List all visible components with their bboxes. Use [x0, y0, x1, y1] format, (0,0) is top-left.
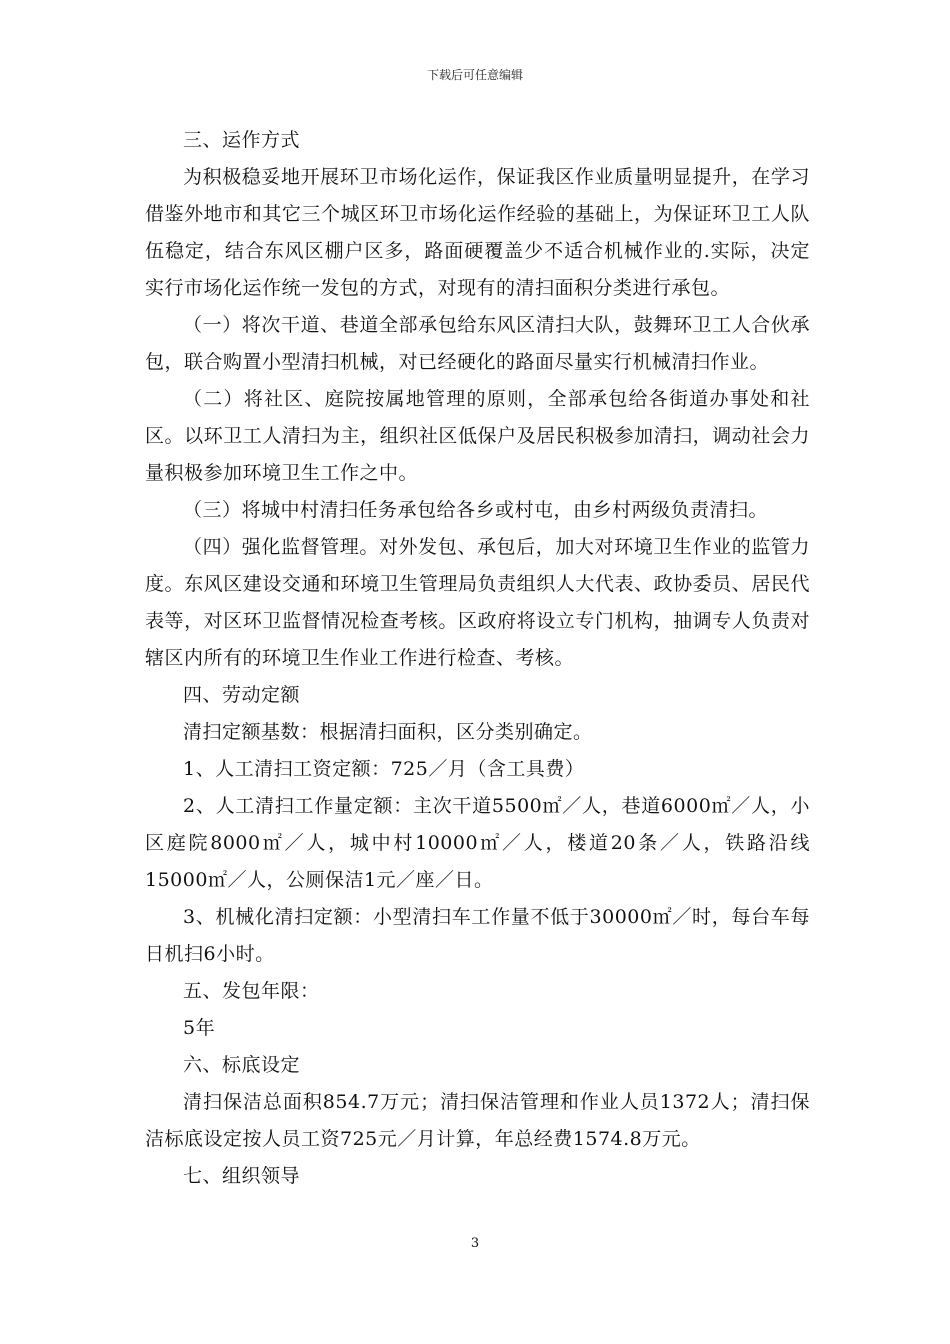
- section-heading-labor-quota: 四、劳动定额: [183, 684, 301, 706]
- section-heading-operation: 三、运作方式: [183, 129, 301, 151]
- paragraph: （四）强化监督管理。对外发包、承包后，加大对环境卫生作业的监管力度。东风区建设交通和环境卫生管理局负责组织人大代表、政协委员、居民代表等，对区环卫监督情况检查考核。区政府将设立专门机构，抽调专人负责对辖区内所有的环境卫生作业工作进行检查、考核。: [145, 536, 810, 669]
- section-heading-contract-term: 五、发包年限：: [183, 980, 320, 1002]
- page-number: 3: [470, 1236, 480, 1251]
- paragraph: 5年: [183, 1017, 216, 1039]
- page-header: 下载后可任意编辑: [426, 68, 523, 82]
- paragraph: （一）将次干道、巷道全部承包给东风区清扫大队，鼓舞环卫工人合伙承包，联合购置小型清扫机械，对已经硬化的路面尽量实行机械清扫作业。: [145, 314, 810, 373]
- section-heading-leadership: 七、组织领导: [183, 1165, 301, 1187]
- paragraph: 清扫保洁总面积854.7万元；清扫保洁管理和作业人员1372人；清扫保洁标底设定按人员工资725元／月计算，年总经费1574.8万元。: [145, 1091, 810, 1150]
- paragraph: 1、人工清扫工资定额：725／月（含工具费）: [183, 758, 585, 780]
- paragraph: （二）将社区、庭院按属地管理的原则，全部承包给各街道办事处和社区。以环卫工人清扫为主，组织社区低保户及居民积极参加清扫，调动社会力量积极参加环境卫生工作之中。: [145, 388, 810, 484]
- section-heading-base-price: 六、标底设定: [183, 1054, 301, 1076]
- paragraph: 清扫定额基数：根据清扫面积，区分类别确定。: [183, 721, 593, 743]
- paragraph: （三）将城中村清扫任务承包给各乡或村屯，由乡村两级负责清扫。: [183, 499, 769, 521]
- paragraph: 为积极稳妥地开展环卫市场化运作，保证我区作业质量明显提升，在学习借鉴外地市和其它三个城区环卫市场化运作经验的基础上，为保证环卫工人队伍稳定，结合东风区棚户区多，路面硬覆盖少不适合机械作业的.实际，决定实行市场化运作统一发包的方式，对现有的清扫面积分类进行承包。: [145, 166, 810, 299]
- paragraph: 2、人工清扫工作量定额：主次干道5500㎡／人，巷道6000㎡／人，小区庭院8000㎡／人，城中村10000㎡／人，楼道20条／人，铁路沿线15000㎡／人，公厕保洁1元／座／日。: [145, 795, 810, 891]
- paragraph: 3、机械化清扫定额：小型清扫车工作量不低于30000㎡／时，每台车每日机扫6小时。: [145, 906, 810, 965]
- document-body: [145, 122, 810, 1195]
